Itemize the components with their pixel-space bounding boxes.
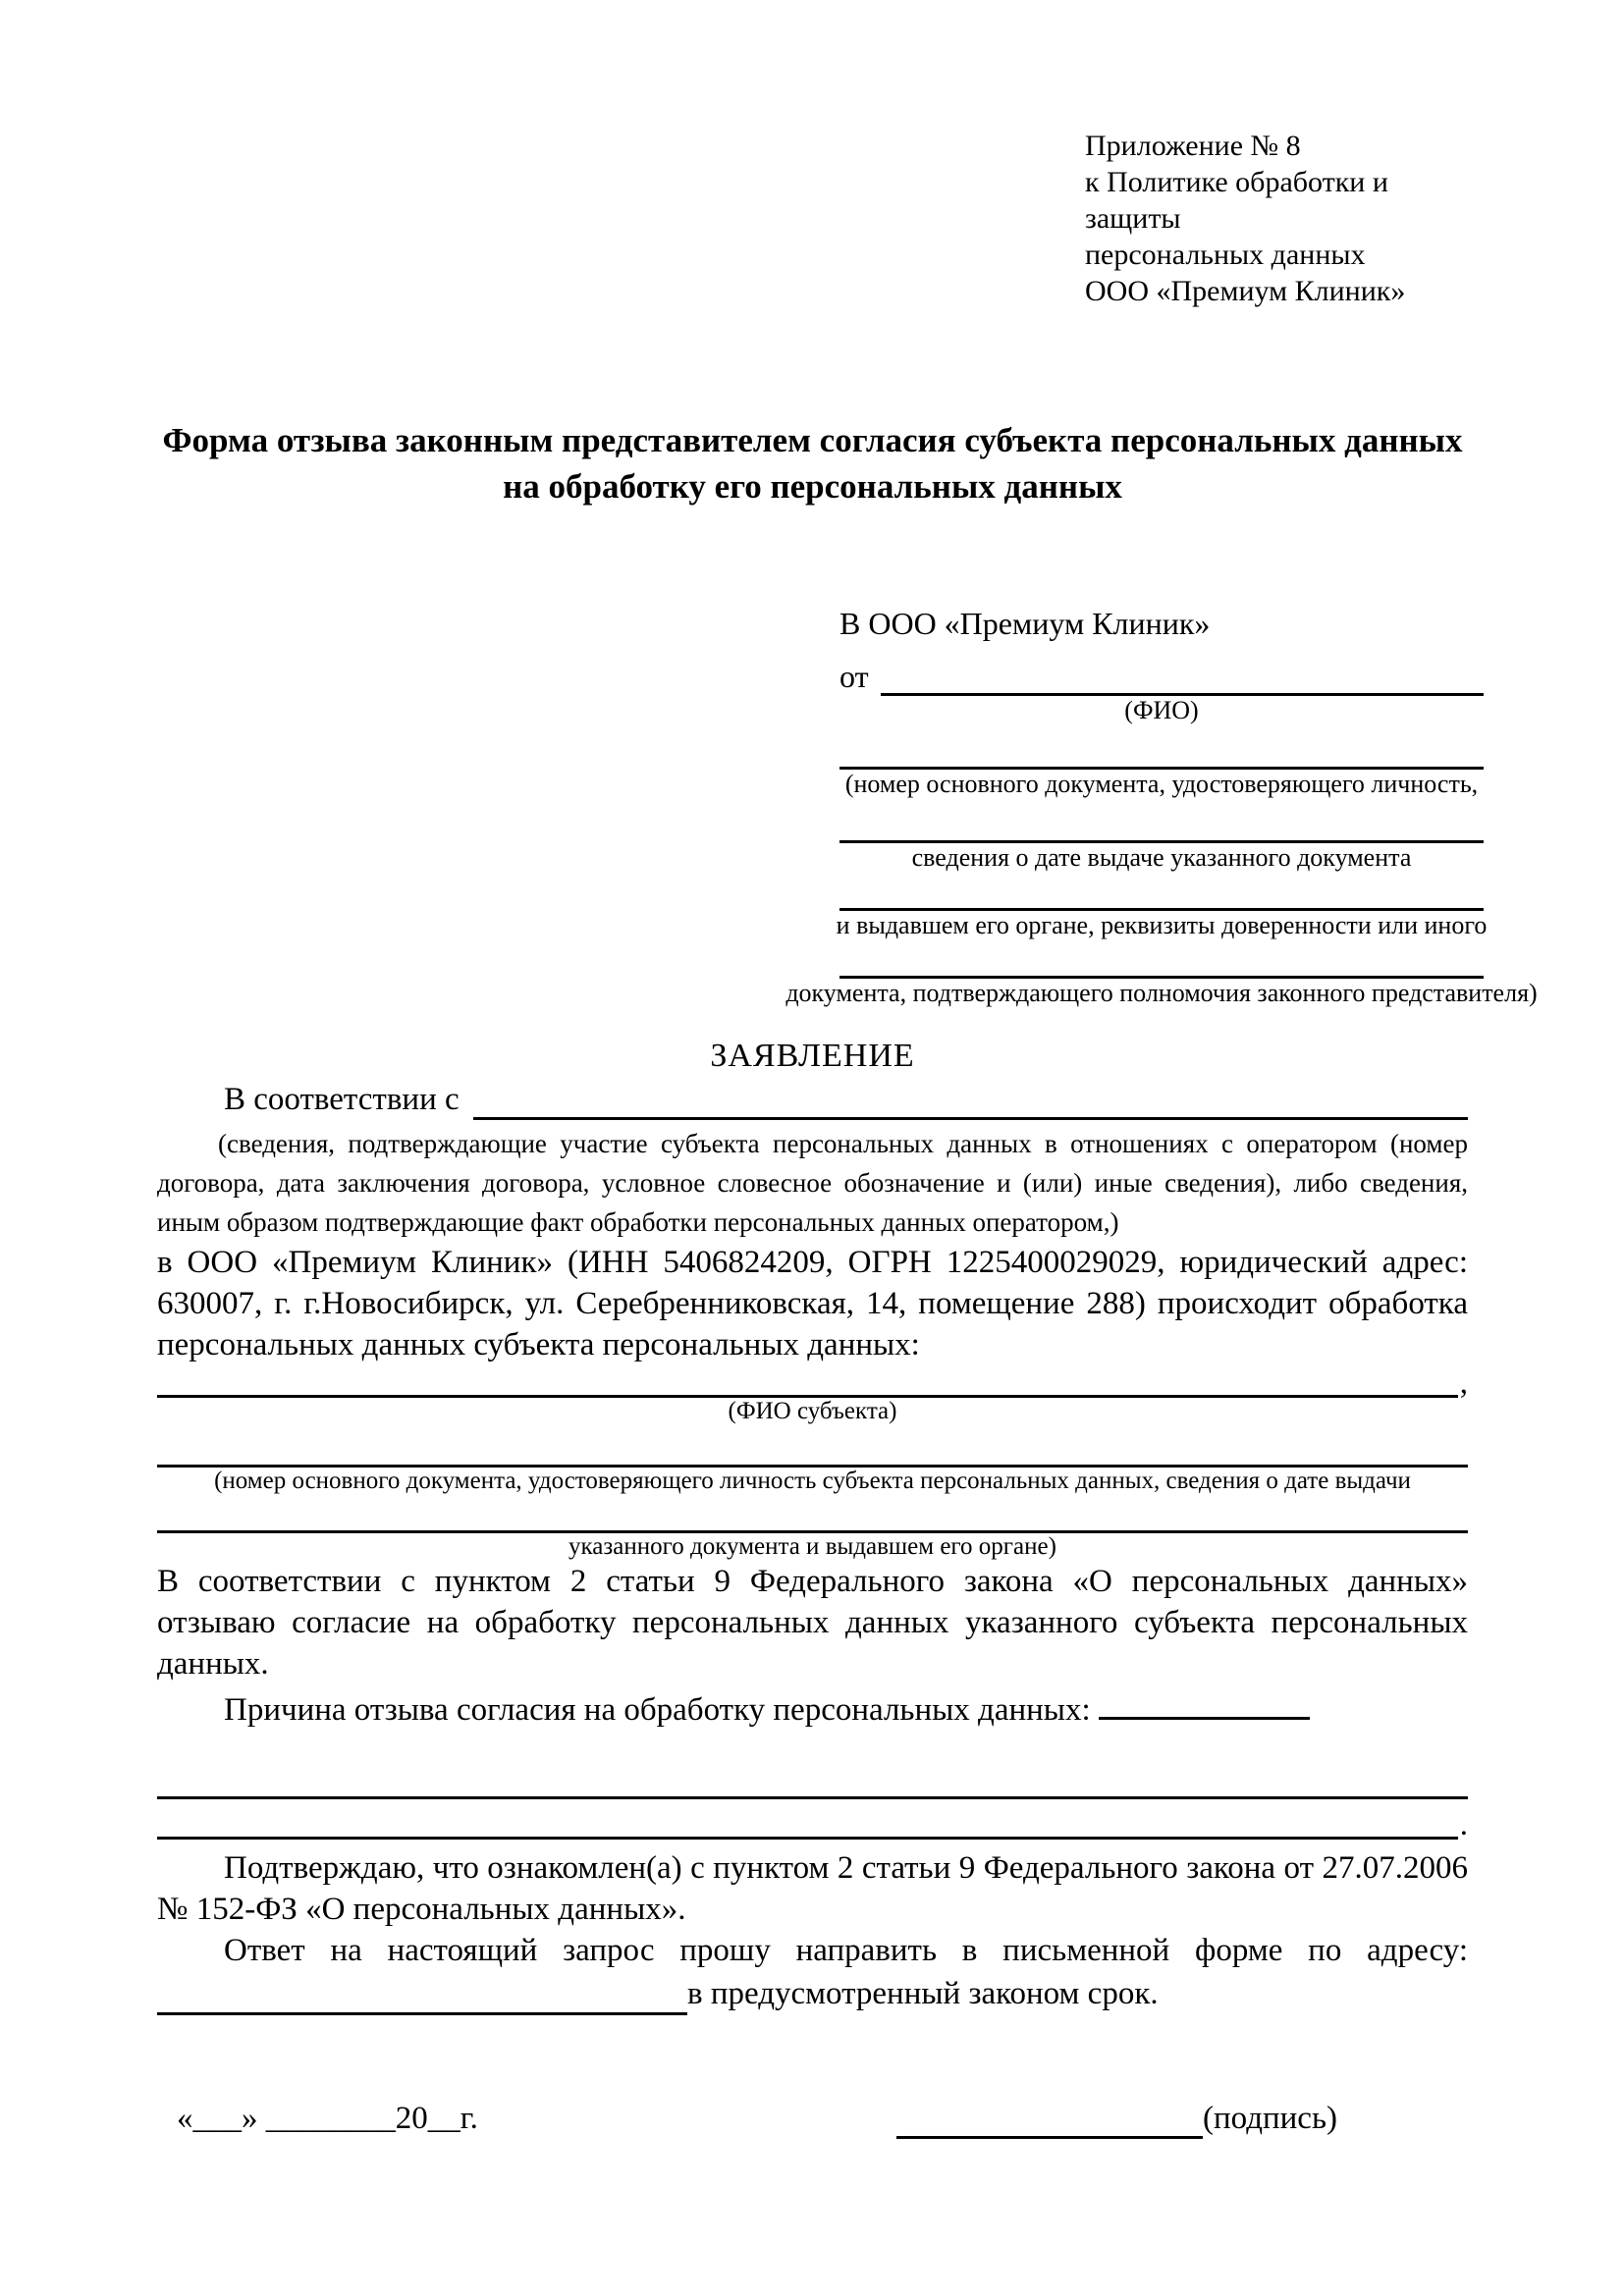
- subject-doc-caption: указанного документа и выдавшем его органе): [568, 1533, 1056, 1560]
- appendix-line: персональных данных: [1085, 239, 1366, 271]
- recipient-block: [785, 604, 1538, 1008]
- fill-line-reason-continued: [157, 1763, 1468, 1799]
- fill-line-reply-address: [157, 1977, 687, 2015]
- fill-line-subject-document: [157, 1425, 1468, 1468]
- comma-mark: ,: [1459, 1365, 1468, 1401]
- fill-line-subject-fio: [157, 1365, 1458, 1398]
- reason-field: [157, 1684, 1468, 1728]
- fill-line-document-number: [839, 725, 1484, 770]
- reply-address-field: [157, 1972, 1468, 2015]
- appendix-block: [1085, 128, 1468, 309]
- from-label: от: [839, 659, 869, 694]
- recipient-organization: В ООО «Премиум Клиник»: [839, 606, 1211, 641]
- fill-line-signature: [896, 2103, 1203, 2139]
- from-field: [839, 649, 1484, 696]
- signature-field: [896, 2098, 1337, 2139]
- accordance-field: [157, 1077, 1468, 1120]
- operator-paragraph: в ООО «Премиум Клиник» (ИНН 5406824209, ОГРН 1225400029029, юридический адрес: 630007, г. г.Новосибирск, ул. Серебренниковская, 14, помещение 288) происходит обработка персональных данных субъекта персональных данных:: [157, 1245, 1468, 1362]
- appendix-line: ООО «Премиум Клиник»: [1085, 275, 1406, 307]
- doc-caption: сведения о дате выдаче указанного документа: [911, 843, 1412, 872]
- reason-label: Причина отзыва согласия на обработку персональных данных:: [224, 1692, 1091, 1728]
- fill-line-authority-document: [839, 940, 1484, 979]
- fill-line-issuing-authority: [839, 873, 1484, 911]
- fio-caption: (ФИО): [1124, 696, 1199, 724]
- confirm-paragraph: Подтверждаю, что ознакомлен(а) с пунктом 2 статьи 9 Федерального закона от 27.07.2006 № 152-ФЗ «О персональных данных».: [157, 1850, 1468, 1927]
- fill-line-representative-name: [881, 654, 1484, 696]
- accordance-note: (сведения, подтверждающие участие субъекта персональных данных в отношениях с оператором (номер договора, дата заключения договора, условное словесное обозначение и (или) иные сведения), либо сведения, иным образом подтверждающие факт обработки персональных данных оператором,): [157, 1129, 1468, 1237]
- reply-tail: в предусмотренный законом срок.: [687, 1976, 1159, 2011]
- statement-heading: ЗАЯВЛЕНИЕ: [710, 1038, 915, 1074]
- subject-doc-caption: (номер основного документа, удостоверяющего личность субъекта персональных данных, сведения о дате выдачи: [214, 1468, 1411, 1494]
- doc-caption: документа, подтверждающего полномочия законного представителя): [785, 979, 1538, 1007]
- fill-line-accordance: [473, 1082, 1468, 1120]
- date-field: «___» ________20__г.: [177, 2101, 478, 2136]
- fill-line-subject-document-2: [157, 1495, 1468, 1533]
- document-title: Форма отзыва законным представителем согласия субъекта персональных данных на обработку его персональных данных: [162, 421, 1463, 506]
- signature-caption: (подпись): [1203, 2101, 1337, 2136]
- doc-caption: и выдавшем его органе, реквизиты доверенности или иного: [836, 911, 1488, 939]
- subject-fio-caption: (ФИО субъекта): [728, 1398, 897, 1424]
- appendix-line: к Политике обработки и защиты: [1085, 166, 1388, 235]
- reply-paragraph: Ответ на настоящий запрос прошу направить в письменной форме по адресу:: [224, 1933, 1468, 1968]
- fill-line-reason: [1099, 1684, 1310, 1720]
- doc-caption: (номер основного документа, удостоверяющего личность,: [844, 770, 1479, 798]
- fill-line-issue-date: [839, 799, 1484, 843]
- subject-fio-field: [157, 1365, 1468, 1401]
- reason-last-line: [157, 1807, 1468, 1840]
- withdraw-paragraph: В соответствии с пунктом 2 статьи 9 Федерального закона «О персональных данных» отзываю согласие на обработку персональных данных указанного субъекта персональных данных.: [157, 1564, 1468, 1682]
- period-mark: .: [1459, 1807, 1468, 1842]
- accordance-label: В соответствии с: [224, 1082, 460, 1117]
- fill-line-reason-continued-2: [157, 1807, 1458, 1840]
- footer-row: [157, 2098, 1468, 2139]
- appendix-line: Приложение № 8: [1085, 130, 1301, 162]
